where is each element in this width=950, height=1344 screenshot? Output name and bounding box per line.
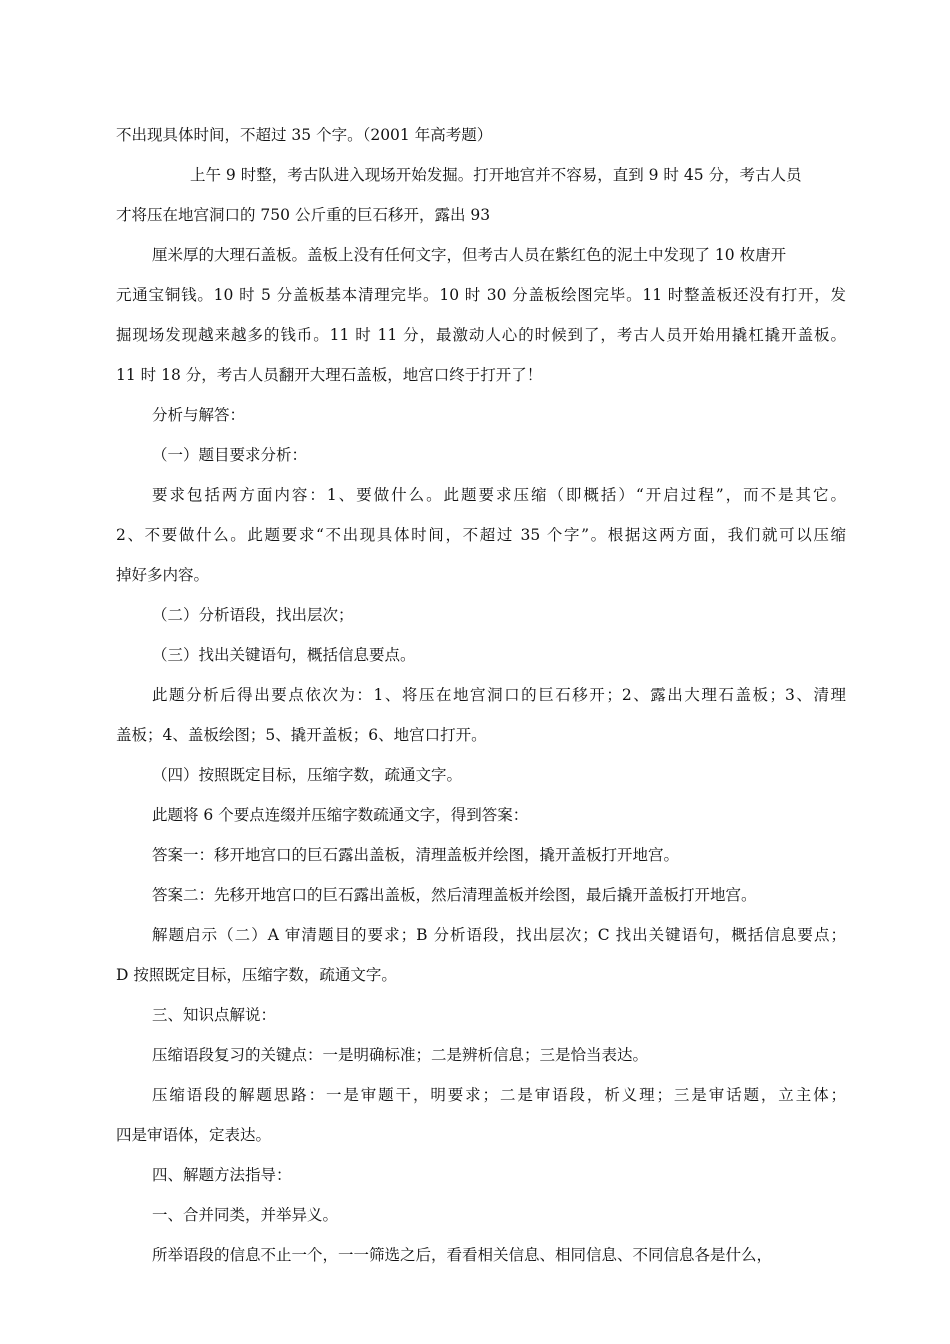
text-line: 厘米厚的大理石盖板。盖板上没有任何文字，但考古人员在紫红色的泥土中发现了 10 枚唐开 [152, 246, 787, 264]
text-line: 此题将 6 个要点连缀并压缩字数疏通文字，得到答案： [152, 806, 529, 824]
text-line: 压缩语段的解题思路：一是审题干，明要求；二是审语段，析义理；三是审话题，立主体； [152, 1086, 846, 1104]
text-line: 盖板；4、盖板绘图；5、撬开盖板；6、地宫口打开。 [116, 726, 487, 744]
text-line: 11 时 18 分，考古人员翻开大理石盖板，地宫口终于打开了！ [116, 366, 543, 384]
answer-line: 答案一：移开地宫口的巨石露出盖板，清理盖板并绘图，撬开盖板打开地宫。 [152, 846, 680, 864]
text-line: 才将压在地宫洞口的 750 公斤重的巨石移开，露出 93 [116, 206, 491, 224]
section-heading: （二）分析语段，找出层次； [152, 606, 354, 624]
section-heading: （四）按照既定目标，压缩字数，疏通文字。 [152, 766, 463, 784]
text-line: 此题分析后得出要点依次为：1、将压在地宫洞口的巨石移开；2、露出大理石盖板；3、清理 [152, 686, 846, 704]
text-line: 压缩语段复习的关键点：一是明确标准；二是辨析信息；三是恰当表达。 [152, 1046, 649, 1064]
text-line: 上午 9 时整，考古队进入现场开始发掘。打开地宫并不容易，直到 9 时 45 分，考古人员 [190, 166, 802, 184]
section-heading: 三、知识点解说： [152, 1006, 277, 1024]
text-line: 解题启示（二）A 审清题目的要求；B 分析语段，找出层次；C 找出关键语句，概括信息要点； [152, 926, 846, 944]
text-line: 所举语段的信息不止一个，一一筛选之后，看看相关信息、相同信息、不同信息各是什么， [152, 1246, 773, 1264]
section-heading: 一、合并同类，并举异义。 [152, 1206, 339, 1224]
text-line: D 按照既定目标，压缩字数，疏通文字。 [116, 966, 397, 984]
text-line: 四是审语体，定表达。 [116, 1126, 272, 1144]
text-line: 掘现场发现越来越多的钱币。11 时 11 分，最激动人心的时候到了，考古人员开始用撬杠撬开盖板。 [116, 326, 846, 344]
text-line: 要求包括两方面内容：1、要做什么。此题要求压缩（即概括）“开启过程”，而不是其它。 [152, 486, 846, 504]
text-line: 2、不要做什么。此题要求“不出现具体时间，不超过 35 个字”。根据这两方面，我们就可以压缩 [116, 526, 846, 544]
answer-line: 答案二：先移开地宫口的巨石露出盖板，然后清理盖板并绘图，最后撬开盖板打开地宫。 [152, 886, 757, 904]
section-heading: （三）找出关键语句，概括信息要点。 [152, 646, 416, 664]
text-line: 不出现具体时间，不超过 35 个字。（2001 年高考题） [116, 126, 493, 144]
text-line: 元通宝铜钱。10 时 5 分盖板基本清理完毕。10 时 30 分盖板绘图完毕。11 时整盖板还没有打开，发 [116, 286, 846, 304]
text-line: 掉好多内容。 [116, 566, 210, 584]
section-heading: （一）题目要求分析： [152, 446, 308, 464]
section-heading: 分析与解答： [152, 406, 246, 424]
section-heading: 四、解题方法指导： [152, 1166, 292, 1184]
